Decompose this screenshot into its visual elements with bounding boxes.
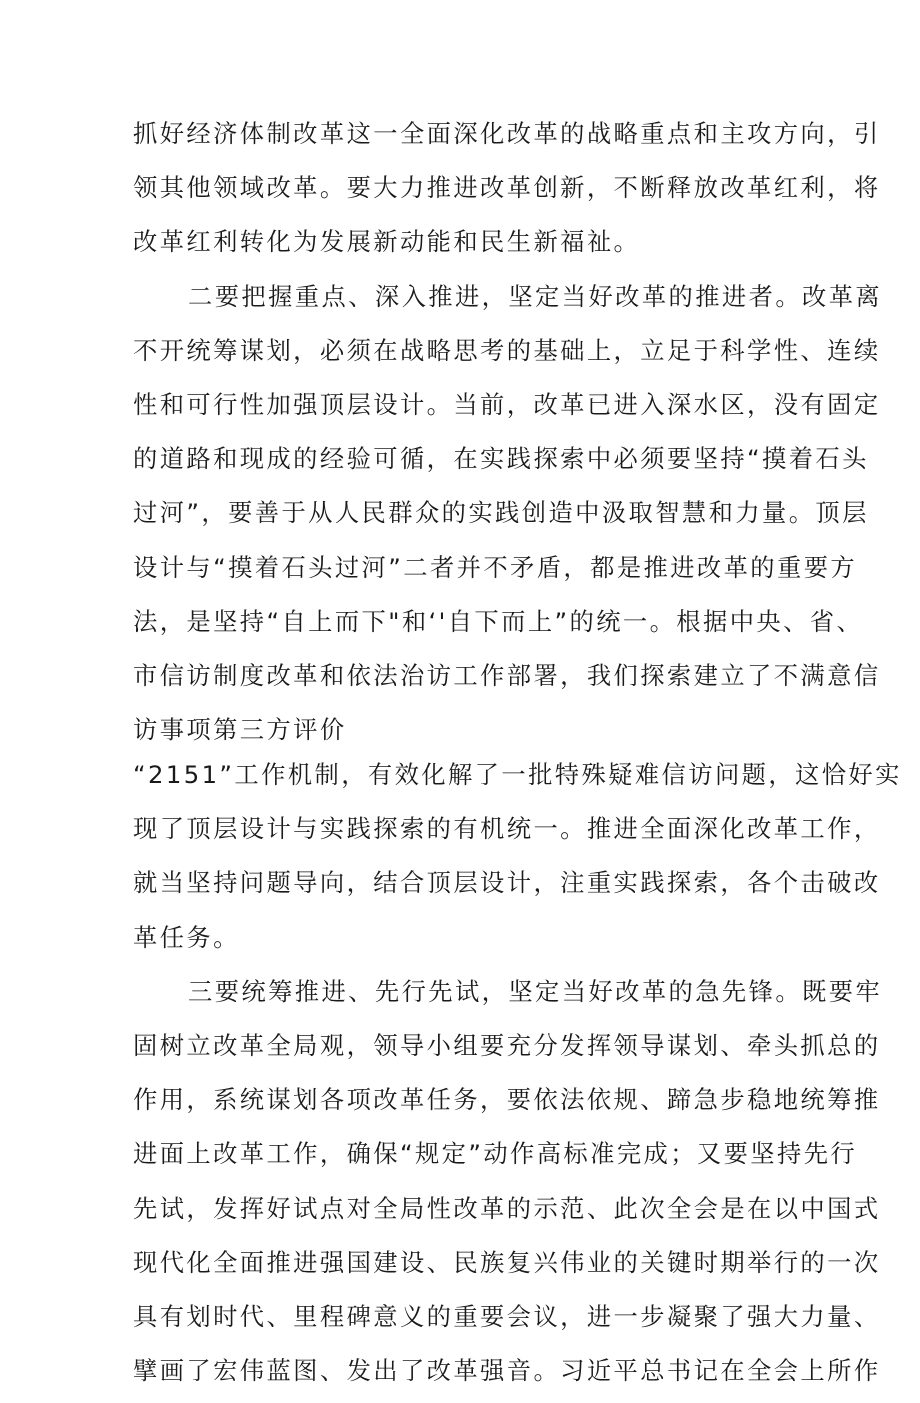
text-line: 法，是坚持“自上而下"和‘'自下而上”的统一。根据中央、省、 [133,606,864,636]
text-line: 先试，发挥好试点对全局性改革的示范、此次全会是在以中国式 [133,1193,881,1223]
text-line: 不开统筹谋划，必须在战略思考的基础上，立足于科学性、连续 [133,335,881,365]
text-line: 性和可行性加强顶层设计。当前，改革已进入深水区，没有固定 [133,389,881,419]
text-line: 设计与“摸着石头过河”二者并不矛盾，都是推进改革的重要方 [133,552,858,582]
text-line: 市信访制度改革和依法治访工作部署，我们探索建立了不满意信 [133,660,881,690]
text-line: 擘画了宏伟蓝图、发出了改革强音。习近平总书记在全会上所作 [133,1356,881,1386]
body-text [133,112,902,1403]
text-line: 过河”，要善于从人民群众的实践创造中汲取智慧和力量。顶层 [133,498,869,528]
text-line: 具有划时代、里程碑意义的重要会议，进一步凝聚了强大力量、 [133,1301,881,1331]
paragraph-start-line: 二要把握重点、深入推进，坚定当好改革的推进者。改革离 [188,281,883,311]
text-line: 进面上改革工作，确保“规定”动作高标准完成；又要坚持先行 [133,1139,858,1169]
text-line: 革任务。 [133,922,240,952]
text-line: 固树立改革全局观，领导小组要充分发挥领导谋划、牵头抓总的 [133,1031,881,1060]
text-line: 改革红利转化为发展新动能和民生新福祉。 [133,227,641,257]
text-line: 的道路和现成的经验可循，在实践探索中必须要坚持“摸着石头 [133,444,869,474]
text-line: 抓好经济体制改革这一全面深化改革的战略重点和主攻方向，引 [133,119,881,148]
text-line: 现代化全面推进强国建设、民族复兴伟业的关键时期举行的一次 [133,1247,881,1277]
text-line: 领其他领域改革。要大力推进改革创新，不断释放改革红利，将 [133,173,881,203]
text-line: “2151”工作机制，有效化解了一批特殊疑难信访问题，这恰好实 [133,760,902,790]
paragraph-start-line: 三要统筹推进、先行先试，坚定当好改革的急先锋。既要牢 [188,976,883,1006]
text-line: 作用，系统谋划各项改革任务，要依法依规、蹄急步稳地统筹推 [133,1085,881,1115]
text-line: 就当坚持问题导向，结合顶层设计，注重实践探索，各个击破改 [133,868,881,898]
text-line: 现了顶层设计与实践探索的有机统一。推进全面深化改革工作， [133,814,881,844]
text-line: 访事项第三方评价 [133,715,347,745]
